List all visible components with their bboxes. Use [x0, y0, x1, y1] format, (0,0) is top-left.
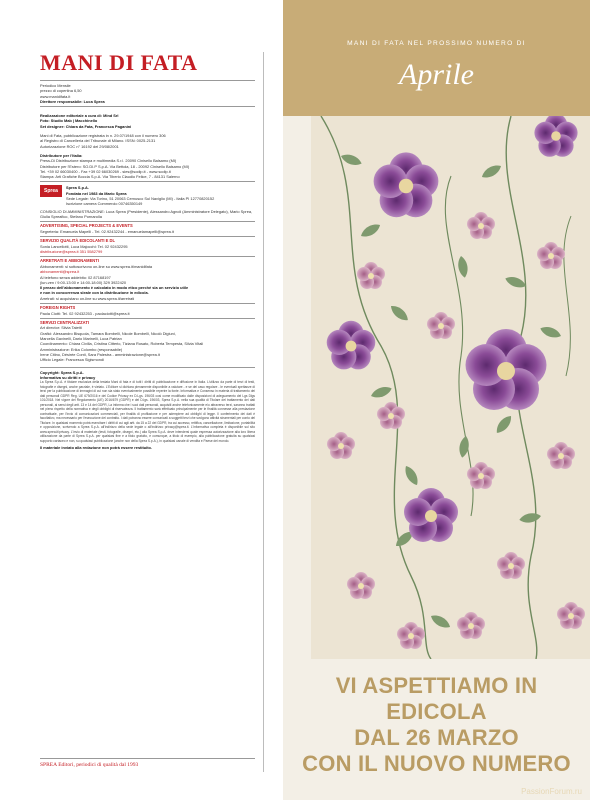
- publisher-block: [40, 185, 255, 206]
- section-line: Art director: Silvia Taietti: [40, 325, 82, 331]
- registration-line: al Registro di Cancelleria del Tribunale di Milano. ISSN: 0025-2131: [40, 138, 156, 144]
- divider: [40, 181, 255, 182]
- floral-fabric-image: [311, 116, 590, 659]
- sprea-logo: Sprea: [40, 185, 62, 197]
- distribution-line: Distributore per l'Estero: SO.DI.P S.p.A. Via Bettola, 18 - 20092 Cinisello Balsamo (MI): [40, 163, 190, 169]
- publisher-line: Iscrizione camera Commercio 00746350149: [66, 201, 143, 207]
- publisher-footer: [40, 756, 255, 768]
- masthead-info: [40, 83, 255, 104]
- masthead-logo: MANI DI FATA: [40, 50, 198, 75]
- section-heading: SERVIZIO QUALITÀ EDICOLANTI E DL: [40, 236, 255, 244]
- publisher-line: Sede Legale: Via Torino, 51 20063 Cernusco Sul Naviglio (MI) - Italia PI 12770820152: [66, 196, 215, 202]
- section-line: Irene Citino, Désirée Conti, Sara Palestra - amministrazione@sprea.it: [40, 351, 160, 357]
- section-line: Segreteria: Emanuela Mapelli - Tel. 02.92432244 - emanuelamapelli@sprea.it: [40, 228, 174, 234]
- distribution-line: Stampa: Arti Grafiche Boccia S.p.A. Via Tiberio Claudio Felice, 7 - 84131 Salerno: [40, 174, 180, 180]
- cta-line: DAL 26 MARZO: [354, 725, 519, 750]
- divider: [40, 367, 255, 368]
- section-line: Ufficio Legale: Francesca Sigismondi: [40, 357, 104, 363]
- divider: [40, 106, 255, 107]
- section-line: abbonamenti@sprea.it: [40, 269, 80, 275]
- board-of-directors: CONSIGLIO DI AMMINISTRAZIONE: Luca Sprea (Presidente), Alessandro Agnoli (Amministratore Delegato), Mario Sprea, Giulia Spreafico, Stefano Pornarolla: [40, 208, 253, 219]
- section-line: Marcella Gavinelli, Dario Marinelli, Luca Patrian: [40, 336, 122, 342]
- section-line: e non in concorrenza sleale con la distribuzione in edicola.: [40, 290, 149, 296]
- next-issue-kicker: MANI DI FATA NEL PROSSIMO NUMERO DI: [347, 40, 526, 47]
- distribution-heading: Distributore per l'Italia:: [40, 152, 83, 158]
- section-line: Coordinamento: Chiara Civilla, Cristina Citterio, Tiziana Rosato, Roberta Tempesta, Silvia Vitali: [40, 341, 204, 347]
- cta-line: VI ASPETTIAMO IN EDICOLA: [335, 673, 538, 724]
- divider: [40, 80, 255, 81]
- next-issue-header: [283, 0, 590, 116]
- masthead-line: Direttore responsabile: Luca Sprea: [40, 98, 105, 104]
- section-heading: SERVIZI CENTRALIZZATI: [40, 318, 255, 326]
- closing-note: Il materiale inviato alla redazione non potrà essere restituito.: [40, 445, 152, 451]
- section-line: Sonia Lancellotti, Luca Majocchi: Tel. 02 92432295: [40, 243, 128, 249]
- masthead-line: prezzo di copertina 6,50: [40, 88, 82, 94]
- distribution: [40, 153, 255, 179]
- distribution-line: Tel. +39 02 66030400 - Fax +39 02 66030269 - sies@sodip.it - www.sodip.it: [40, 168, 171, 174]
- registration-line: Autorizzazione ROC n° 16192 del 29/08/2001: [40, 143, 119, 149]
- section-line: Amministrazione: Erika Colombo (responsabile): [40, 346, 123, 352]
- credit-line: Set designer: Chiara da Fata, Francesca Paganini: [40, 123, 132, 129]
- on-sale-announcement: [283, 673, 590, 777]
- copyright-heading: Copyright: Sprea S.p.A.: [40, 369, 84, 375]
- credits: [40, 113, 255, 129]
- publisher-line: Sprea S.p.A.: [66, 185, 89, 191]
- privacy-heading: Informativa su diritti e privacy: [40, 374, 96, 380]
- cta-line: CON IL NUOVO NUMERO: [302, 751, 571, 776]
- section-line: (lun-ven / 9:00-13:00 e 14:00-18:00) 329 3922420: [40, 279, 127, 285]
- next-issue-month: Aprile: [399, 58, 474, 91]
- section-heading: ARRETRATI E ABBONAMENTI: [40, 256, 255, 264]
- section-line: distribuzione@sprea.it 351 5582799: [40, 249, 103, 255]
- section-line: Abbonamenti: si sottoscrivono on-line su www.sprea.it/manidifata: [40, 263, 153, 269]
- publisher-line: Fondata nel 1983 da Mario Sprea: [66, 190, 127, 196]
- masthead-line: www.manidifata.it: [40, 93, 71, 99]
- masthead-line: Periodico Mensile: [40, 83, 71, 88]
- section-line: Il prezzo dell'abbonamento è calcolato in modo etico perché sia un servizio utile: [40, 285, 189, 291]
- footer-text: SPREA Editori, periodici di qualità dal 1993: [40, 762, 139, 768]
- section-heading: FOREIGN RIGHTS: [40, 303, 255, 311]
- colophon-column: [40, 52, 264, 772]
- distribution-line: Press-Di Distribuzione stampa e multimedia S.r.l. 20090 Cinisello Balsamo (MI): [40, 158, 177, 164]
- registration-line: Mani di Fata, pubblicazione registrata in n. 29.07/1948 con il numero 306: [40, 133, 166, 139]
- section-line: Al telefono senza addebito: 02 87168197: [40, 274, 111, 280]
- privacy-notice: La Sprea S.p.A. è titolare esclusiva della testata Mani di fata e di tutti i diritti di pubblicazione e diffusione in Italia. L'utilizzo da parte di terzi di testi, fotografie e disegni, anche parziale, è vietato. L'Editore si dichiara pienamente disponibile a valutare - e se del caso regolare - le eventuali spettanze di terzi per la pubblicazione di immagini di cui non sia stato eventualmente possibile reperire la fonte. Informativa e Consenso in materia di trattamento dei dati personali GDPR Reg. UE 679/2016 e del Codice Privacy ex D.Lgs. 196/03 così come modificato dalle disposizioni di adeguamento del Lgs Dlgs 101/2018. Nel vigore del Regolamento (UE) 2016/679 (GDPR) e del D.lgs. 196/03, Sprea S.p.A. nella sua qualità di Titolare del trattamento dei dati personali, ai sensi degli artt. 13 e 14 del GDPR, La informa che i suoi dati personali, acquisiti anche telefonicamente e/o attraverso terzi, saranno trattati nel pieno rispetto della normativa e degli obblighi di riservatezza. Il trattamento sarà effettuato principalmente per le finalità connesse alla prestazione contrattuale, per l'invio di comunicazioni commerciali, per finalità di profilazione e per adempiere ad obblighi di legge. Il conferimento dei dati è facoltativo, ma necessario per l'esecuzione del contratto. I dati potranno essere comunicati a soggetti terzi che svolgono attività strumentali per conto del Titolare. In qualsiasi momento potrà esercitare i diritti di cui agli artt. da 15 a 22 del GDPR, tra cui accesso, rettifica, cancellazione, limitazione, portabilità e opposizione, scrivendo a Sprea S.p.A. all'indirizzo della sede legale o all'indirizzo privacy@sprea.it. L'informativa completa è disponibile sul sito www.sprea.it/privacy. L'invio di materiale (testi, fotografie, disegni, etc.) alla Sprea S.p.A. deve intendersi quale espressa autorizzazione alla loro libera utilizzazione da parte di Sprea S.p.A. per qualsiasi fine e a titolo gratuito, e comunque, a titolo di esempio, alla pubblicazione gratuita su qualsiasi supporto cartaceo e non, su qualsiasi pubblicazione (anche non della Sprea S.p.A.), in qualsiasi canale di vendita e Paese del mondo.: [40, 380, 255, 443]
- section-line: Grafici: Alessandro Bisquola, Tamara Bombelli, Nicole Bombelli, Nicolò Digiuni,: [40, 330, 176, 336]
- section-line: Paola Ciotti: Tel. 02 92432253 - paolaciotti@sprea.it: [40, 310, 130, 316]
- watermark: PassionForum.ru: [521, 787, 582, 796]
- section-heading: ADVERTISING, SPECIAL PROJECTS & EVENTS: [40, 221, 255, 229]
- divider: [40, 758, 255, 759]
- credit-line: Foto: Studio Mab | Macchinello: [40, 118, 98, 124]
- registration: [40, 133, 255, 149]
- section-line: Arretrati: si acquistano on-line su www.sprea.it/arretrati: [40, 295, 135, 301]
- credit-line: Realizzazione editoriale a cura di: Mind Srl: [40, 113, 119, 119]
- next-issue-panel: [283, 0, 590, 800]
